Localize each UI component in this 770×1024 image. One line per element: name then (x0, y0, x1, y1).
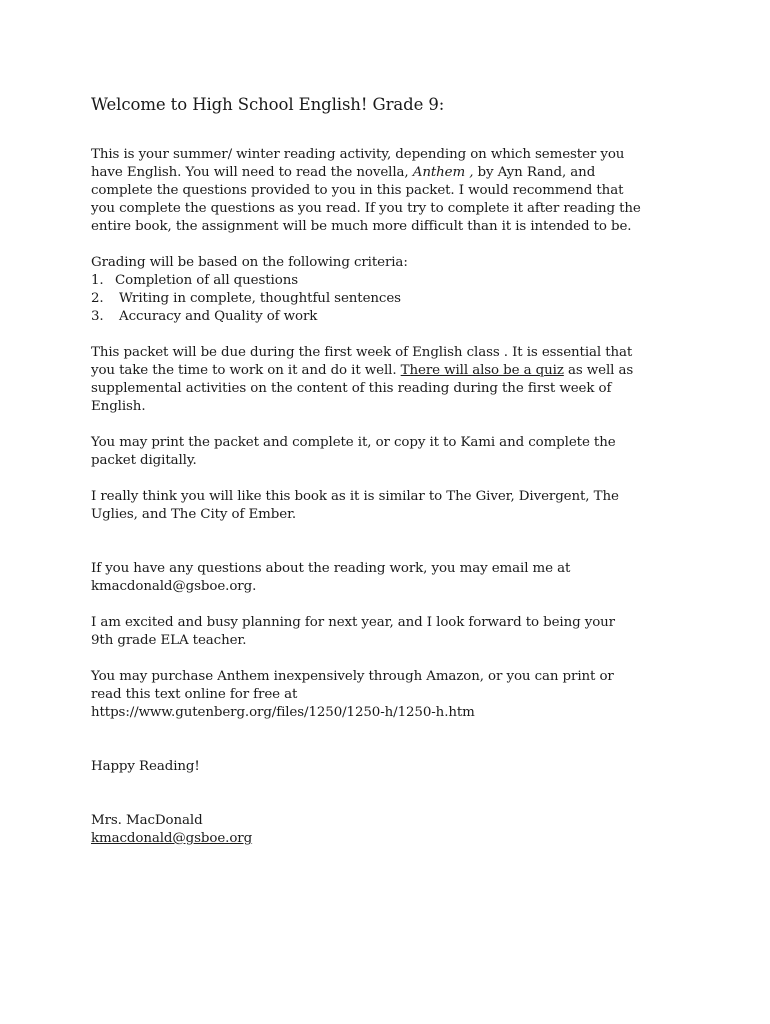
due-paragraph (91, 344, 691, 416)
book-title-italic: Anthem , (412, 165, 474, 180)
page-title: Welcome to High School English! Grade 9: (91, 95, 445, 114)
due-line-2-start: you take the time to work on it and do it well. (91, 363, 401, 378)
criteria-item (91, 290, 691, 308)
due-line-3: supplemental activities on the content of this reading during the first week of (91, 381, 612, 396)
gutenberg-url: https://www.gutenberg.org/files/1250/1250-h/1250-h.htm (91, 705, 475, 720)
excited-paragraph (91, 614, 691, 650)
criteria-text: Completion of all questions (115, 273, 298, 288)
closing-line: Happy Reading! (91, 759, 200, 774)
similar-line-1: I really think you will like this book as it is similar to The Giver, Divergent, The (91, 489, 619, 504)
excited-line-2: 9th grade ELA teacher. (91, 633, 247, 648)
excited-line-1: I am excited and busy planning for next year, and I look forward to being your (91, 615, 615, 630)
quiz-underlined-text: There will also be a quiz (400, 363, 564, 378)
grading-intro: Grading will be based on the following criteria: (91, 255, 408, 270)
criteria-item (91, 272, 691, 290)
due-line-1: This packet will be due during the first week of English class . It is essential that (91, 345, 633, 360)
purchase-line-1: You may purchase Anthem inexpensively through Amazon, or you can print or (91, 669, 614, 684)
intro-line-1: This is your summer/ winter reading activity, depending on which semester you (91, 147, 625, 162)
grading-criteria-list (91, 272, 691, 326)
criteria-item (91, 308, 691, 326)
intro-line-2-start: have English. You will need to read the novella, (91, 165, 413, 180)
criteria-text: Writing in complete, thoughtful sentences (119, 291, 401, 306)
signature-email-link[interactable]: kmacdonald@gsboe.org (91, 831, 253, 846)
due-line-2 (91, 362, 691, 380)
print-line-1: You may print the packet and complete it, or copy it to Kami and complete the (91, 435, 616, 450)
purchase-line-2: read this text online for free at (91, 687, 298, 702)
due-line-4: English. (91, 399, 146, 414)
purchase-paragraph (91, 668, 691, 722)
questions-paragraph (91, 560, 691, 596)
criteria-number: 1. (91, 273, 104, 288)
intro-paragraph (91, 146, 691, 236)
questions-line-2: kmacdonald@gsboe.org. (91, 579, 257, 594)
intro-line-2 (91, 164, 691, 182)
criteria-number: 3. (91, 309, 104, 324)
signature-block (91, 812, 691, 848)
similar-books-paragraph (91, 488, 691, 524)
questions-line-1: If you have any questions about the reading work, you may email me at (91, 561, 571, 576)
criteria-number: 2. (91, 291, 104, 306)
intro-line-5: entire book, the assignment will be much more difficult than it is intended to be. (91, 219, 632, 234)
signature-name: Mrs. MacDonald (91, 813, 203, 828)
intro-line-4: you complete the questions as you read. If you try to complete it after reading the (91, 201, 641, 216)
intro-line-2-end: by Ayn Rand, and (473, 165, 596, 180)
due-line-2-end: as well as (563, 363, 634, 378)
print-paragraph (91, 434, 691, 470)
criteria-text: Accuracy and Quality of work (119, 309, 318, 324)
similar-line-2: Uglies, and The City of Ember. (91, 507, 297, 522)
intro-line-3: complete the questions provided to you in this packet. I would recommend that (91, 183, 624, 198)
letter-body (91, 94, 691, 866)
print-line-2: packet digitally. (91, 453, 197, 468)
